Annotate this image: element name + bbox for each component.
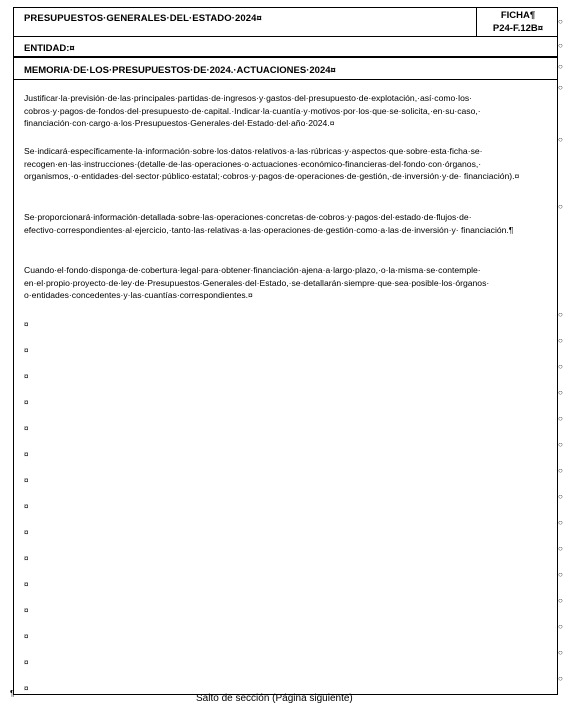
memoria-title: MEMORIA·DE·LOS·PRESUPUESTOS·DE·2024.·ACTUACIONES·2024¤ <box>24 65 336 76</box>
row-end-mark: ○ <box>558 135 563 144</box>
document-title: PRESUPUESTOS·GENERALES·DEL·ESTADO·2024¤ <box>24 13 262 24</box>
row-end-mark: ○ <box>558 41 563 50</box>
empty-cell-mark[interactable]: ¤ <box>24 528 29 537</box>
row-end-mark: ○ <box>558 336 563 345</box>
row-end-mark: ○ <box>558 83 563 92</box>
empty-cell-mark[interactable]: ¤ <box>24 606 29 615</box>
entity-label[interactable]: ENTIDAD:¤ <box>24 43 75 54</box>
row-end-mark: ○ <box>558 362 563 371</box>
row-end-mark: ○ <box>558 202 563 211</box>
empty-cell-mark[interactable]: ¤ <box>24 554 29 563</box>
empty-cell-mark[interactable]: ¤ <box>24 450 29 459</box>
row-end-mark: ○ <box>558 648 563 657</box>
row-end-mark: ○ <box>558 492 563 501</box>
ficha-divider <box>476 7 477 37</box>
ficha-number: P24-F.12B¤ <box>492 23 544 34</box>
row-end-mark: ○ <box>558 17 563 26</box>
empty-cell-mark[interactable]: ¤ <box>24 502 29 511</box>
empty-cell-mark[interactable]: ¤ <box>24 632 29 641</box>
empty-cell-mark[interactable]: ¤ <box>24 320 29 329</box>
paragraph-4[interactable]: Cuando·el·fondo·disponga·de·cobertura·legal·para·obtener·financiación·ajena·a·largo·plazo,·o·la·misma·se·contemple· en·el·propio·proyecto·de·ley·de·Presupuestos·Generales·del·Estado,·se·detallarán·siempre·que·sea·posible·los·órganos· o·entidades·concedentes·y·las·cuantías·correspondientes.¤ <box>24 265 490 301</box>
row-end-mark: ○ <box>558 388 563 397</box>
empty-cell-mark[interactable]: ¤ <box>24 476 29 485</box>
empty-cell-mark[interactable]: ¤ <box>24 580 29 589</box>
row-end-mark: ○ <box>558 440 563 449</box>
empty-cell-mark[interactable]: ¤ <box>24 372 29 381</box>
row-end-mark: ○ <box>558 466 563 475</box>
row-end-mark: ○ <box>558 622 563 631</box>
row-end-mark: ○ <box>558 674 563 683</box>
empty-cell-mark[interactable]: ¤ <box>24 424 29 433</box>
empty-cell-mark[interactable]: ¤ <box>24 684 29 693</box>
row-end-mark: ○ <box>558 596 563 605</box>
section-break-label: Salto de sección (Página siguiente) <box>196 693 353 704</box>
row-end-mark: ○ <box>558 518 563 527</box>
entity-rule <box>13 56 558 58</box>
row-end-mark: ○ <box>558 414 563 423</box>
paragraph-1[interactable]: Justificar·la·previsión·de·las·principales·partidas·de·ingresos·y·gastos·del·presupuesto·de·explotación,·así·como·los· cobros·y·pagos·de·fondos·del·presupuesto·de·capital.·Indicar·la·cuantía·y·motivos·por·los·que·se·solicita,·en·su·caso,· financiación·con·cargo·a·los·Presupuestos·Generales·del·Estado·del·año·2024.¤ <box>24 93 481 129</box>
row-end-mark: ○ <box>558 62 563 71</box>
row-end-mark: ○ <box>558 544 563 553</box>
paragraph-2[interactable]: Se·indicará·específicamente·la·información·sobre·los·datos·relativos·a·las·rúbricas·y·aspectos·que·sobre·esta·ficha·se· recogen·en·las·instrucciones·(detalle·de·las·operaciones·o·actuaciones·económico-financieras·del·fondo·con·órganos,· organismos,·o·entidades·del·sector·público·estatal;·cobros·y·pagos·de·operaciones·de·gestión,·de·inversión·y·de· financiación).¤ <box>24 146 520 182</box>
memoria-rule <box>13 79 558 80</box>
empty-cell-mark[interactable]: ¤ <box>24 398 29 407</box>
ficha-code <box>478 9 558 35</box>
paragraph-3[interactable]: Se·proporcionará·información·detallada·sobre·las·operaciones·concretas·de·cobros·y·pagos·del·estado·de·flujos·de· efectivo·correspondientes·al·ejercicio,·tanto·las·relativas·a·las·operaciones·de·gestión·como·a·las·de·inversión·y· financiación.¶ <box>24 212 514 235</box>
row-end-mark: ○ <box>558 570 563 579</box>
row-end-mark: ○ <box>558 310 563 319</box>
empty-cell-mark[interactable]: ¤ <box>24 346 29 355</box>
empty-cell-mark[interactable]: ¤ <box>24 658 29 667</box>
header-rule <box>13 36 558 37</box>
paragraph-mark: ¶ <box>10 689 15 698</box>
ficha-label: FICHA¶ <box>500 10 536 21</box>
